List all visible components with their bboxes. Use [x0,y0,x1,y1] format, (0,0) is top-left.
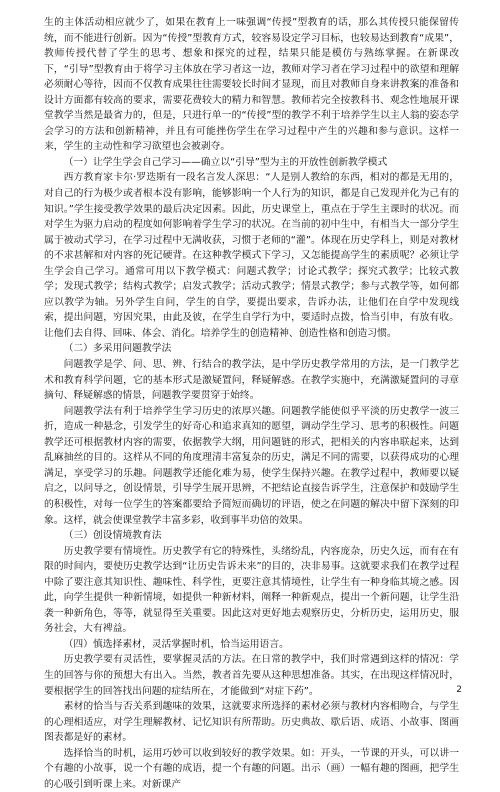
section-heading-1: （一）让学生学会自己学习——确立以“引导”型为主的开放性创新教学模式 [63,156,388,168]
paragraph-situational: 历史教学要有情境性。历史教学有它的特殊性，头绪纷乱，内容庞杂，历史久远，而有在有限的时间内，要使历史教学达到“让历史告诉未来”的目的，决非易事。这就要求我们在教学过程中除了要注意其知识性、趣味性、科学性，更要注意其情境性，让学生有一种身临其境之感。因此，向学生提供一种新情境，如提供一种新材料，阐释一种新观点，提出一个新问题，让学生沿袭一种新角色，等等，就显得至关重要。因此这对更好地去观察历史，分析历史，运用历史，服务社会，大有裨益。 [44,545,459,635]
section-heading-4: （四）慎选择素材，灵活掌握时机，恰当运用语言。 [63,638,289,650]
page-number: 2 [456,685,462,695]
paragraph-timing: 选择恰当的时机，运用巧妙可以收到较好的教学效果。如：开头，一节课的开头，可以讲一个有趣的小故事，说一个有趣的成语，提一个有趣的问题。出示（画）一幅有趣的图画，把学生的心吸引到听课上来。对新课产 [44,747,459,790]
paragraph-problem-interest: 问题教学法有利于培养学生学习历史的浓厚兴趣。问题教学能使似乎平淡的历史教学一波三折，造成一种悬念，引发学生的好奇心和追求真知的愿望，调动学生学习、思考的积极性。问题教学还可根据教材内容的需要，依据教学大纲，用问题链的形式，把相关的内容串联起来，达到乱麻抽丝的目的。这样从不同的角度理清丰富复杂的历史，满足不同的需要，以获得成功的心理满足，享受学习的乐趣。问题教学还能化难为易，使学生保持兴趣。在教学过程中，教师要以疑启之，以问导之，创设情景，引导学生展开思辨，不把结论直接告诉学生，注意保护和鼓励学生的积极性，对每一位学生的答案都要给予简短而确切的评语，使之在问题的解决中留下深刻的印象。这样，就会使课堂教学丰富多彩，收到事半功倍的效果。 [44,405,459,526]
paragraph-teaching-mode: 生的主体活动相应就少了，如果在教育上一味强调“传授”型教育的话，那么其传授只能保留传统，而不能进行创新。因为“传授”型教育方式，较容易设定学习目标，也较易达到教育“成果”，教师传授代替了学生的思考、想象和探究的过程，结果只能是模仿与熟练掌握。在新课改下，“引导”型教育由于将学习主体放在学习者这一边，教师对学习者在学习过程中的欲望和理解必须耐心等待，因而不仅教育成果往往需要较长时间才显现，而且对教师自身来讲教案的准备和设计方面都有较高的要求，需要花费较大的精力和智慧。教师若完全按教科书、观念性地展开课堂教学当然是最省力的，但是，只进行单一的“传授”型的教学不利于培养学生以主人翁的姿态学会学习的方法和创新精神，并且有可能挫伤学生在学习过程中产生的兴趣和参与意识。这样一来，学生的主动性和学习欲望也会被剥夺。 [44,17,459,153]
section-heading-2: （二）多采用问题教学法 [63,343,172,355]
section-heading-3: （三）创设情境教育法 [63,530,162,542]
paragraph-materials: 素材的恰当与否关系到趣味的效果，这就要求所选择的素材必须与教材内容相吻合，与学生的心理相适应，对学生理解教材、记忆知识有所帮助。历史典故、歇后语、成语、小故事、图画图表都是好的素材。 [44,701,459,744]
paragraph-problem-teaching: 问题教学是学、问、思、辨、行结合的教学法，是中学历史教学常用的方法，是一门教学艺术和教育科学问题，它的基本形式是激疑置问，释疑解惑。在教学实施中，充满激疑置问的寻章摘句、释疑解惑的情景，问题教学要贯穿于始终。 [44,359,459,402]
paragraph-flexibility: 历史教学要有灵活性，要掌握灵活的方法。在日常的教学中，我们时常遇到这样的情况：学生的回答与你的预想大有出入。当然，教者首先要从这种思想准备。其实，在出现这样情况时，要根据学生的回答找出问题的症结所在，才能做到“对症下药”。 [44,654,459,697]
paragraph-rogers-quote: 西方教育家卡尔·罗迭斯有一段名言发人深思：“人是别人教给的东西，相对的都是无用的，对自己的行为极少或者根本没有影响，能够影响一个人行为的知识，都是自己发现并化为己有的知识。”学生接受教学效果的最后决定因素。因此，历史课堂上，重点在于学生主课时的状况。而对学生为驱力启动的程度如何影响着学生学习的状况。在当前的初中生中，有相当大一部分学生属于被动式学习，在学习过程中无满收获，习惯于老师的“灌”。体现在历史学科上，则是对教材的不求甚解和对内容的死记硬背。在这种教学模式下学习，又怎能提高学生的素质呢？必须让学生学会自己学习。通常可用以下教学模式：问题式教学；讨论式教学；探究式教学；比较式教学；发现式教学；结构式教学；启发式教学；活动式教学；情景式教学；参与式教学等，如何都应以教学为轴。另外学生自问，学生的自学，要提出要求，告诉办法，让他们在自学中发现线索，提出问题，穷因究果，由此及彼，在学生自学行为中，要适时点拨，恰当引申，有放有收。让他们去自得、回味、体会、消化。培养学生的创造精神、创造性格和创造习惯。 [44,172,459,339]
